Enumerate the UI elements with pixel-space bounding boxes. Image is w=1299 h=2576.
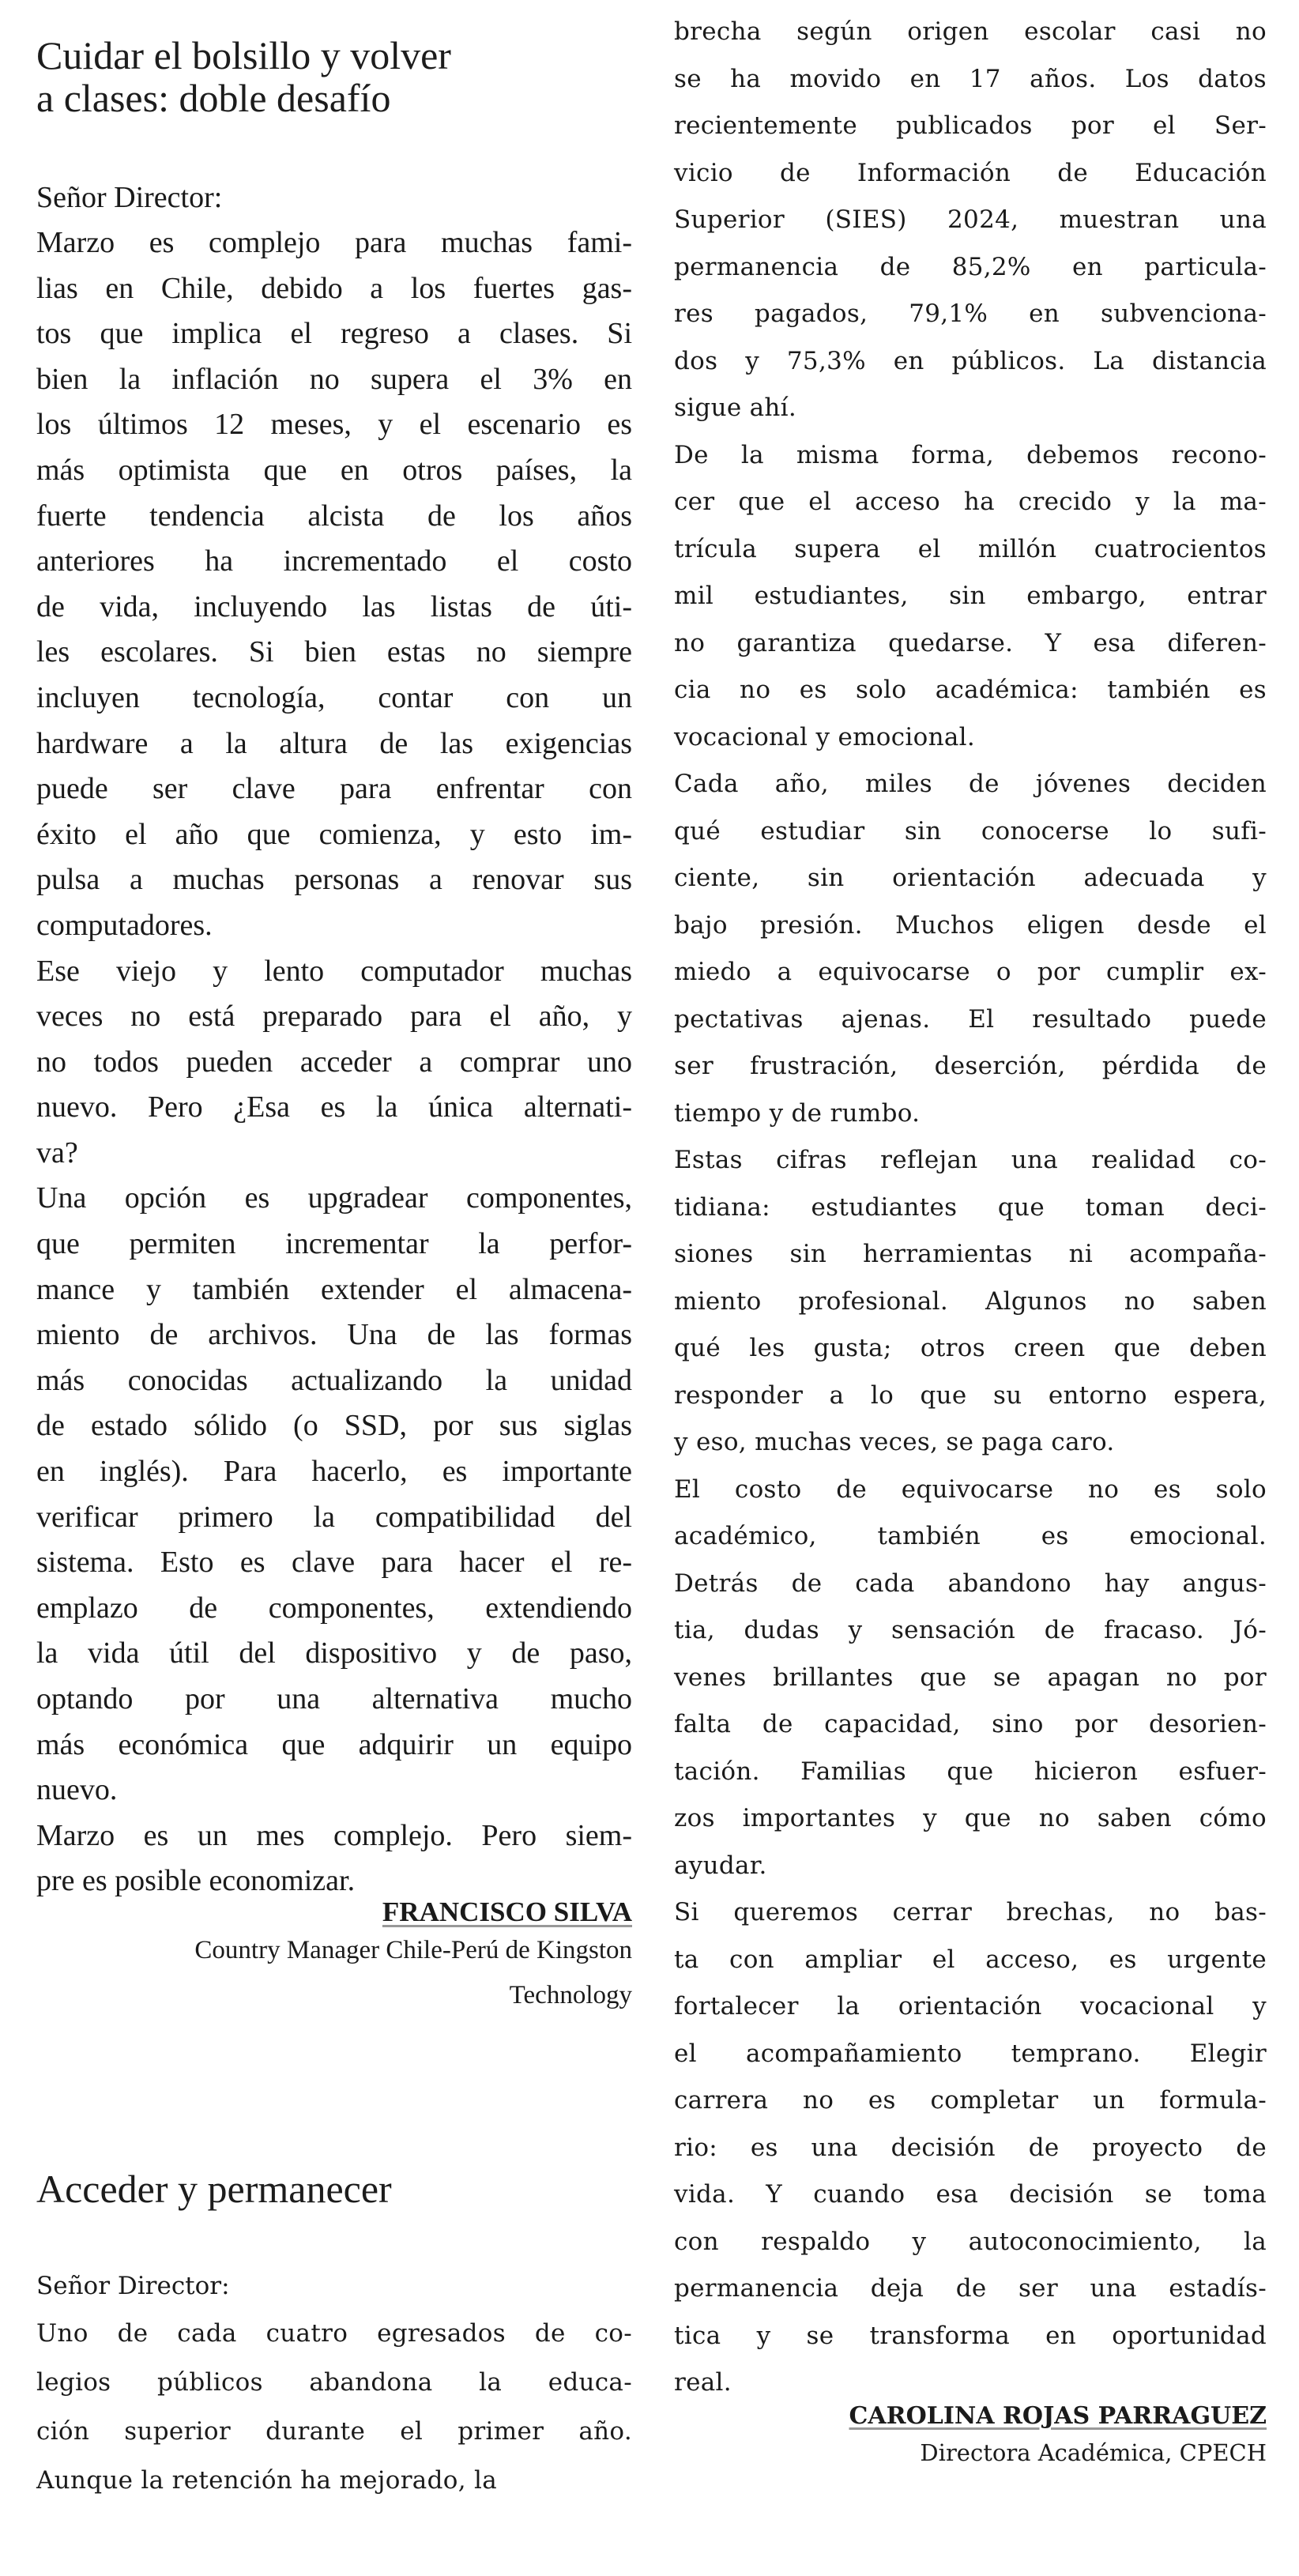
text-line: vicio de Información de Educación: [674, 158, 1267, 187]
text-line: y eso, muchas veces, se paga caro.: [674, 1428, 1115, 1456]
text-line: no garantiza quedarse. Y esa diferen-: [674, 628, 1267, 657]
text-line: cer que el acceso ha crecido y la ma-: [674, 488, 1267, 516]
text-line: legios públicos abandona la educa-: [36, 2368, 632, 2397]
signature-role: Technology: [509, 1981, 632, 2009]
paragraph: [36, 220, 632, 949]
text-line: de estado sólido (o SSD, por sus siglas: [36, 1409, 632, 1443]
signature-role: Country Manager Chile-Perú de Kingston: [194, 1936, 632, 1964]
letter2-body-left: [36, 2309, 632, 2505]
text-line: recientemente publicados por el Ser-: [674, 111, 1267, 140]
signature-name: CAROLINA ROJAS PARRAGUEZ: [849, 2402, 1267, 2430]
text-line: tica y se transforma en oportunidad: [674, 2321, 1267, 2350]
signature-name: FRANCISCO SILVA: [382, 1896, 632, 1927]
text-line: Uno de cada cuatro egresados de co-: [36, 2319, 632, 2348]
text-line: brecha según origen escolar casi no: [674, 17, 1267, 46]
text-line: no todos pueden acceder a comprar uno: [36, 1045, 632, 1079]
text-line: veces no está preparado para el año, y: [36, 1000, 632, 1034]
text-line: Cada año, miles de jóvenes deciden: [674, 770, 1267, 798]
text-line: Ese viejo y lento computador muchas: [36, 954, 632, 988]
text-line: mil estudiantes, sin embargo, entrar: [674, 582, 1267, 610]
text-line: pulsa a muchas personas a renovar sus: [36, 863, 632, 897]
text-line: pre es posible economizar.: [36, 1864, 356, 1898]
text-line: tidiana: estudiantes que toman deci-: [674, 1192, 1267, 1222]
text-line: lias en Chile, debido a los fuertes gas-: [36, 271, 632, 305]
text-line: Estas cifras reflejan una realidad co-: [674, 1146, 1267, 1174]
text-line: miento de archivos. Una de las formas: [36, 1318, 632, 1352]
text-line: De la misma forma, debemos recono-: [674, 440, 1267, 469]
text-line: les escolares. Si bien estas no siempre: [36, 635, 632, 669]
letter1-title-line: a clases: doble desafío: [36, 76, 391, 120]
paragraph: [674, 761, 1267, 1137]
text-line: tia, dudas y sensación de fracaso. Jó-: [674, 1616, 1267, 1644]
text-line: incluyen tecnología, contar con un: [36, 680, 632, 714]
text-line: fuerte tendencia alcista de los años: [36, 499, 632, 533]
text-line: el acompañamiento temprano. Elegir: [674, 2039, 1267, 2068]
letter1-body: [36, 220, 632, 1904]
text-line: qué estudiar sin conocerse lo sufi-: [674, 816, 1267, 845]
text-line: Una opción es upgradear componentes,: [36, 1181, 632, 1215]
letter1-title-line: Cuidar el bolsillo y volver: [36, 33, 451, 77]
text-line: optando por una alternativa mucho: [36, 1682, 632, 1715]
text-line: los últimos 12 meses, y el escenario es: [36, 408, 632, 442]
text-line: tos que implica el regreso a clases. Si: [36, 317, 632, 351]
text-line: carrera no es completar un formula-: [674, 2086, 1267, 2115]
text-line: sigue ahí.: [674, 394, 797, 422]
letter2-salutation: Señor Director:: [36, 2272, 230, 2300]
text-line: ción superior durante el primer año.: [36, 2417, 632, 2446]
text-line: Marzo es complejo para muchas fami-: [36, 226, 632, 259]
text-line: pectativas ajenas. El resultado puede: [674, 1004, 1267, 1034]
text-line: la vida útil del dispositivo y de paso,: [36, 1636, 632, 1670]
letter2-signature: [674, 2402, 1267, 2476]
text-line: emplazo de componentes, extendiendo: [36, 1591, 632, 1625]
text-line: computadores.: [36, 908, 213, 942]
text-line: siones sin herramientas ni acompaña-: [674, 1240, 1267, 1268]
letter2-title: Acceder y permanecer: [36, 2167, 392, 2211]
text-line: Marzo es un mes complejo. Pero siem-: [36, 1818, 632, 1852]
text-line: mance y también extender el almacena-: [36, 1272, 632, 1306]
text-line: ta con ampliar el acceso, es urgente: [674, 1945, 1267, 1974]
text-line: miento profesional. Algunos no saben: [674, 1286, 1267, 1316]
text-line: falta de capacidad, sino por desorien-: [674, 1710, 1267, 1738]
text-line: anteriores ha incrementado el costo: [36, 544, 632, 578]
text-line: responder a lo que su entorno espera,: [674, 1380, 1267, 1410]
text-line: cia no es solo académica: también es: [674, 676, 1267, 704]
text-line: de vida, incluyendo las listas de úti-: [36, 589, 632, 623]
text-line: fortalecer la orientación vocacional y: [674, 1992, 1267, 2021]
text-line: va?: [36, 1135, 78, 1169]
paragraph: [674, 1137, 1267, 1467]
text-line: se ha movido en 17 años. Los datos: [674, 64, 1267, 93]
text-line: venes brillantes que se apagan no por: [674, 1663, 1267, 1692]
text-line: permanencia deja de ser una estadís-: [674, 2274, 1267, 2303]
text-line: res pagados, 79,1% en subvenciona-: [674, 299, 1267, 328]
text-line: qué les gusta; otros creen que deben: [674, 1334, 1267, 1362]
text-line: Aunque la retención ha mejorado, la: [36, 2466, 498, 2495]
paragraph: [674, 1889, 1267, 2407]
text-line: hardware a la altura de las exigencias: [36, 726, 632, 760]
text-line: Si queremos cerrar brechas, no bas-: [674, 1898, 1267, 1926]
text-line: nuevo.: [36, 1773, 118, 1807]
text-line: más optimista que en otros países, la: [36, 453, 632, 487]
text-line: ser frustración, deserción, pérdida de: [674, 1052, 1267, 1080]
text-line: miedo a equivocarse o por cumplir ex-: [674, 958, 1267, 986]
text-line: más conocidas actualizando la unidad: [36, 1363, 632, 1397]
letter2-body-right: [674, 9, 1267, 2407]
text-line: puede ser clave para enfrentar con: [36, 772, 632, 806]
text-line: tiempo y de rumbo.: [674, 1098, 921, 1128]
text-line: dos y 75,3% en públicos. La distancia: [674, 346, 1267, 375]
text-line: sistema. Esto es clave para hacer el re-: [36, 1546, 632, 1580]
text-line: vida. Y cuando esa decisión se toma: [674, 2180, 1267, 2209]
text-line: zos importantes y que no saben cómo: [674, 1804, 1267, 1832]
paragraph: [36, 1176, 632, 1813]
letter1-title: [36, 34, 451, 119]
text-line: verificar primero la compatibilidad del: [36, 1500, 632, 1534]
text-line: tación. Familias que hicieron esfuer-: [674, 1757, 1267, 1786]
text-line: trícula supera el millón cuatrocientos: [674, 534, 1267, 563]
signature-role: Directora Académica, CPECH: [920, 2439, 1267, 2466]
text-line: permanencia de 85,2% en particula-: [674, 252, 1267, 281]
text-line: Superior (SIES) 2024, muestran una: [674, 205, 1267, 234]
text-line: rio: es una decisión de proyecto de: [674, 2133, 1267, 2162]
paragraph: [674, 1467, 1267, 1890]
text-line: real.: [674, 2368, 732, 2397]
paragraph: [36, 1813, 632, 1904]
letter1-signature: [36, 1896, 632, 2018]
text-line: ciente, sin orientación adecuada y: [674, 864, 1267, 892]
text-line: nuevo. Pero ¿Esa es la única alternati-: [36, 1090, 632, 1124]
paragraph: [674, 432, 1267, 762]
text-line: ayudar.: [674, 1851, 767, 1880]
paragraph: [674, 9, 1267, 432]
text-line: en inglés). Para hacerlo, es importante: [36, 1455, 632, 1489]
text-line: académico, también es emocional.: [674, 1522, 1267, 1550]
paragraph: [36, 949, 632, 1177]
text-line: El costo de equivocarse no es solo: [674, 1474, 1267, 1504]
text-line: Detrás de cada abandono hay angus-: [674, 1569, 1267, 1598]
text-line: vocacional y emocional.: [674, 722, 976, 751]
text-line: bajo presión. Muchos eligen desde el: [674, 910, 1267, 940]
letter1-salutation: Señor Director:: [36, 181, 223, 214]
paragraph: [36, 2309, 632, 2505]
text-line: con respaldo y autoconocimiento, la: [674, 2227, 1267, 2256]
text-line: más económica que adquirir un equipo: [36, 1727, 632, 1761]
text-line: que permiten incrementar la perfor-: [36, 1227, 632, 1261]
text-line: éxito el año que comienza, y esto im-: [36, 817, 632, 851]
text-line: bien la inflación no supera el 3% en: [36, 362, 632, 396]
